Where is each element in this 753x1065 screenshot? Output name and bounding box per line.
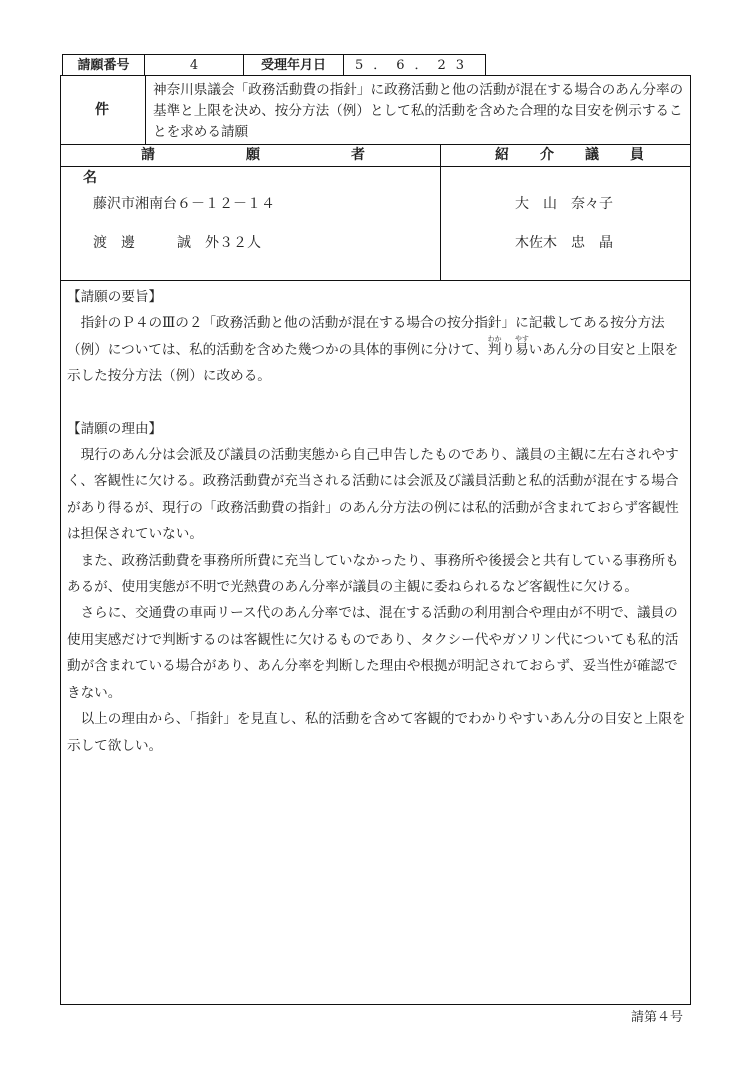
received-date-value: 5．6．23 bbox=[354, 58, 475, 73]
reason-paragraph: さらに、交通費の車両リース代のあん分率では、混在する活動の利用割合や理由が不明で、議員の使用実感だけで判断するのは客観性に欠けるものであり、タクシー代やガソリン代についても私的活動が含まれている場合があり、あん分率を判断した理由や根拠が明記されておらず、妥当性が確認できない。 bbox=[67, 605, 679, 701]
gist-title: 【請願の要旨】 bbox=[67, 289, 163, 305]
petition-number-label: 請願番号 bbox=[63, 55, 145, 76]
petitioner-header-char: 者 bbox=[351, 147, 365, 163]
petitioner-cell bbox=[61, 166, 441, 280]
introducer-name: 大 山 奈々子 bbox=[515, 196, 613, 212]
gist-text-2: いあん分の目安と上限を示した按分方法（例）に改める。 bbox=[67, 341, 679, 385]
petition-info-bar bbox=[62, 54, 486, 76]
gist-text-1: 指針のＰ４のⅢの２「政務活動と他の活動が混在する場合の按分指針」に記載してある按分方法（例）については、私的活動を含めた幾つかの具体的事例に分けて、 bbox=[67, 315, 665, 358]
reason-title: 【請願の理由】 bbox=[67, 420, 163, 437]
introducer-name: 木佐木 忠 晶 bbox=[515, 235, 613, 251]
petition-number-value: 4 bbox=[145, 55, 244, 76]
reason-paragraph: 現行のあん分は会派及び議員の活動実態から自己申告したものであり、議員の主観に左右されやすく、客観性に欠ける。政務活動費が充当される活動には会派及び議員活動と私的活動が混在する場合があり得るが、現行の「政務活動費の指針」のあん分方法の例には私的活動が含まれておらず客観性は担保されていない。 bbox=[67, 447, 679, 543]
ruby-wakari: 判わか bbox=[487, 334, 502, 358]
introducer-header-char: 議 bbox=[585, 147, 599, 163]
petitioner-name: 渡 邊 誠 外３２人 bbox=[93, 235, 261, 251]
subject-text: 神奈川県議会「政務活動費の指針」に政務活動と他の活動が混在する場合のあん分率の基準と上限を決め、按分方法（例）として私的活動を含めた合理的な目安を例示することを求める請願 bbox=[153, 82, 684, 140]
introducer-header-char: 員 bbox=[630, 147, 644, 163]
introducer-header bbox=[441, 144, 691, 166]
petitioner-header-char: 請 bbox=[141, 147, 155, 163]
petitioner-address: 藤沢市湘南台６－１２－１４ bbox=[93, 196, 275, 212]
introducer-cell bbox=[441, 166, 691, 280]
introducer-header-char: 介 bbox=[540, 147, 554, 163]
reason-paragraph: また、政務活動費を事務所所費に充当していなかったり、事務所や後援会と共有している事務所もあるが、使用実態が不明で光熱費のあん分率が議員の主観に委ねられるなど客観性に欠ける。 bbox=[67, 552, 679, 596]
subject-label: 件名 bbox=[61, 76, 146, 144]
form-number: 請第４号 bbox=[631, 1010, 684, 1025]
ruby-yasu: 易やす bbox=[514, 334, 529, 358]
reason-paragraph: 以上の理由から、「指針」を見直し、私的活動を含めて客観的でわかりやすいあん分の目安と上限を示して欲しい。 bbox=[67, 711, 686, 754]
petitioner-header-char: 願 bbox=[246, 147, 260, 163]
petition-form bbox=[60, 75, 691, 1005]
petition-body bbox=[67, 284, 687, 759]
gist-paragraph: 指針のＰ４のⅢの２「政務活動と他の活動が混在する場合の按分指針」に記載してある按分方法（例）については、私的活動を含めた幾つかの具体的事例に分けて、判わかり易やすいあん分の目安と上限を示した按分方法（例）に改める。 bbox=[67, 315, 679, 385]
petitioner-header bbox=[61, 144, 441, 166]
received-date-label: 受理年月日 bbox=[244, 55, 344, 76]
subject-row bbox=[61, 76, 690, 186]
introducer-header-char: 紹 bbox=[495, 147, 509, 163]
header-row bbox=[61, 144, 690, 167]
names-row bbox=[61, 166, 690, 281]
